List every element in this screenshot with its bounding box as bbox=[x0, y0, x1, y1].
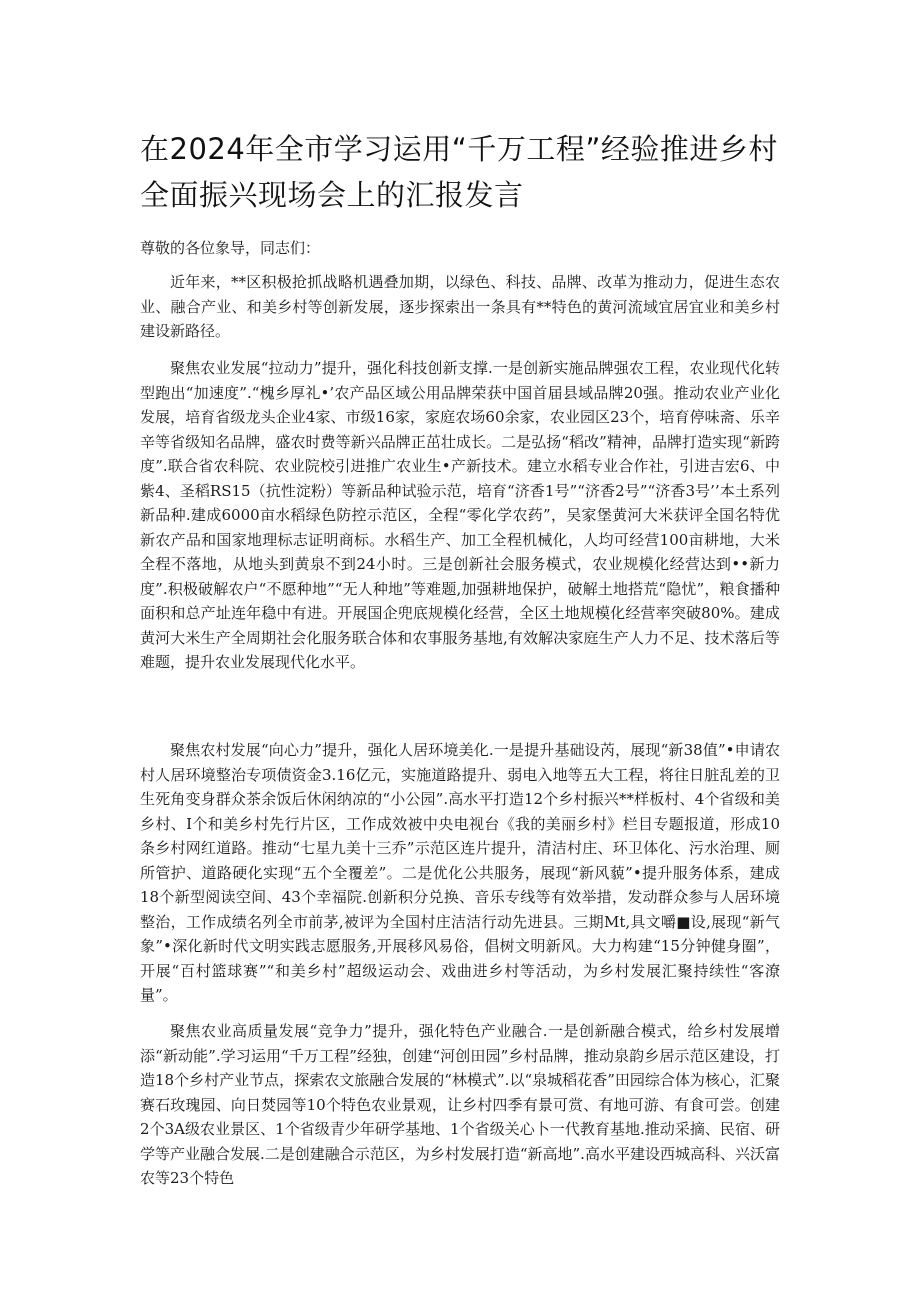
paragraph-industry-integration: 聚焦农业高质量发展“竞争力”提升，强化特色产业融合.一是创新融合模式，给乡村发展增添“新动能”.学习运用“千万工程”经独，创建“河创田园”乡村品牌，推动泉韵乡居示范区建设，打造18个乡村产业节点，探索农文旅融合发展的“林模式”.以“泉城稻花香”田园综合体为核心，汇聚赛石玫瑰园、向日焚园等10个特色农业景观，让乡村四季有景可赏、有地可游、有食可尝。创建2个3A级农业景区、1个省级青少年研学基地、1个省级关心卜一代教育基地.推动采摘、民宿、研学等产业融合发展.二是创建融合示范区，为乡村发展打造“新高地”.高水平建设西城高科、兴沃富农等23个特色 bbox=[140, 1022, 780, 1187]
paragraph-agriculture-driving-force: 聚焦农业发展“拉动力”提升，强化科技创新支撑.一是创新实施品牌强农工程，农业现代化转型跑出“加速度”.“槐乡厚礼•’农产品区域公用品牌荣获中国首届县域品牌20强。推动农业产业化发展，培育省级龙头企业4家、市级16家，家庭农场60余家，农业园区23个，培育停味斋、乐辛辛等省级知名品牌，盛农时费等新兴品牌正茁壮成长。二是弘扬“稻改”精神，品牌打造实现“新跨度”.联合省农科院、农业院校引进推广农业生•产新技术。建立水稻专业合作社，引进吉宏6、中紫4、圣稻RS15（抗性淀粉）等新品种试验示范，培育“济香1号”“济香2号”“济香3号’’本土系列新品种.建成6000亩水稻绿色防控示范区，全程“零化学农药”，吴家堡黄河大米获评全国名特优新农产品和国家地理标志证明商标。水稻生产、加工全程机械化，人均可经营100亩耕地，大米全程不落地，从地头到黄泉不到24小时。三是创新社会服务模式，农业规模化经营达到••新力度”.积极破解农户“不愿种地”“无人种地”等难题,加强耕地保护，破解土地搭荒“隐忧”，粮食播种面积和总产址连年稳中有进。开展国企兜底规模化经营，全区土地规模化经营率突破80%。建成黄河大米生产全周期社会化服务联合体和农事服务基地,有效解决家庭生产人力不足、技术落后等难题，提升农业发展现代化水平。 bbox=[140, 359, 780, 671]
document-title: 在2024年全市学习运用“千万工程”经验推进乡村全面振兴现场会上的汇报发言 bbox=[140, 132, 778, 212]
greeting-line: 尊敬的各位象导，同志们： bbox=[140, 239, 321, 257]
paragraph-rural-cohesion: 聚焦农村发展“向心力”提升，强化人居环境美化.一是提升基础设芮，展现“新38值”•申请农村人居环境整治专项债资金3.16亿元，实施道路提升、弱电入地等五大工程，将往日脏乱差的卫生死角变身群众茶余饭后休闲纳凉的“小公园”.高水平打造12个乡村振兴**样板村、4个省级和美乡村、I个和美乡村先行片区，工作成效被中央电视台《我的美丽乡村》栏目专题报道，形成10条乡村网红道路。推动“七星九美十三乔”示范区连片提升，清洁村庄、环卫体化、污水治理、厕所管护、道路硬化实现“五个全覆差”。二是优化公共服务，展现“新风藐”•提升服务体系，建成18个新型阅读空间、43个幸福院.创新积分兑换、音乐专线等有效举措，发动群众参与人居环境整治，工作成绩名列全市前茅,被评为全国村庄洁洁行动先进县。三期Mt,具文嚼■设,展现“新气象”•深化新时代文明实践志愿服务,开展移风易俗，倡树文明新风。大力构建“15分钟健身圈”，开展“百村篮球赛”“和美乡村”超级运动会、戏曲进乡村等活动，为乡村发展汇聚持续性“客潦量”。 bbox=[140, 741, 780, 1004]
paragraph-intro: 近年来，**区积极抢抓战略机遇叠加期，以绿色、科技、品牌、改革为推动力，促进生态农业、融合产业、和美乡村等创新发展，逐步探索出一条具有**特色的黄河流域宜居宜业和美乡村建设新路径。 bbox=[140, 273, 780, 340]
